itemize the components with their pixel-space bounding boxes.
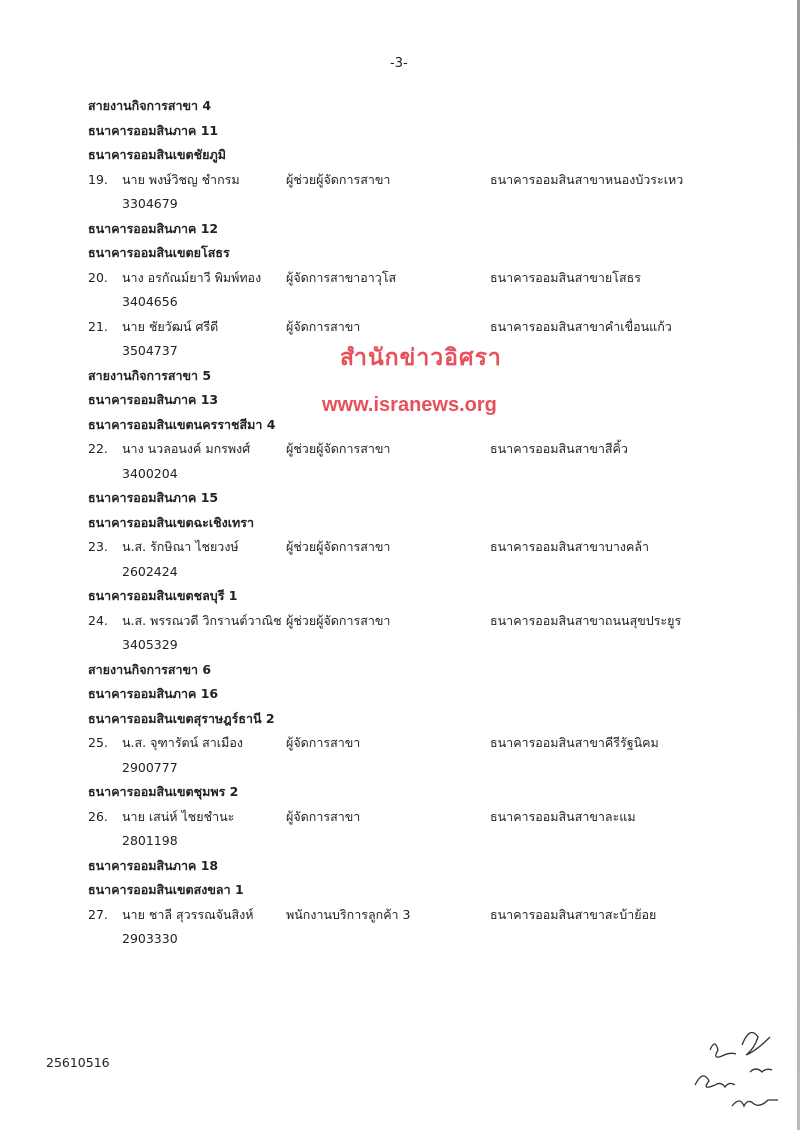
section-header — [0, 120, 800, 142]
person-name: น.ส. จุฑารัตน์ สาเมือง — [122, 735, 243, 750]
position-title: ผู้จัดการสาขา — [286, 318, 361, 334]
item-number: 22. — [88, 441, 108, 456]
section-header — [0, 855, 800, 877]
watermark-thai: สำนักข่าวอิศรา — [340, 345, 502, 371]
list-item — [0, 316, 800, 338]
branch-name: ธนาคารออมสินสาขาถนนสุขประยูร — [490, 612, 682, 628]
employee-id: 3400204 — [122, 465, 178, 481]
position-title: พนักงานบริการลูกค้า 3 — [286, 906, 411, 922]
watermark-url: www.isranews.org — [322, 394, 497, 416]
employee-id: 2602424 — [122, 563, 178, 579]
item-number: 27. — [88, 906, 108, 922]
section-header — [0, 659, 800, 681]
section-title: สายงานกิจการสาขา 4 — [88, 98, 212, 113]
employee-id-row — [0, 193, 800, 215]
item-number: 19. — [88, 171, 108, 187]
section-title: ธนาคารออมสินเขตชัยภูมิ — [88, 147, 226, 162]
branch-name: ธนาคารออมสินสาขาหนองบัวระเหว — [490, 171, 684, 187]
list-item — [0, 732, 800, 754]
section-header — [0, 879, 800, 901]
item-number: 26. — [88, 808, 108, 824]
branch-name: ธนาคารออมสินสาขาละแม — [490, 808, 636, 824]
section-title: ธนาคารออมสินภาค 13 — [88, 392, 219, 407]
section-header — [0, 218, 800, 240]
section-title: ธนาคารออมสินเขตสุราษฎร์ธานี 2 — [88, 710, 275, 726]
branch-name: ธนาคารออมสินสาขาสะบ้าย้อย — [490, 906, 657, 922]
employee-id: 2900777 — [122, 759, 178, 775]
employee-id-row — [0, 291, 800, 313]
section-title: ธนาคารออมสินภาค 16 — [88, 686, 219, 701]
section-header — [0, 781, 800, 803]
person-name: นาย ชัยวัฒน์ ศรีดี — [122, 318, 219, 334]
section-header — [0, 683, 800, 705]
employee-id: 3304679 — [122, 196, 178, 211]
item-number: 20. — [88, 269, 108, 285]
section-title: ธนาคารออมสินภาค 18 — [88, 857, 219, 873]
person-name: นาย เสน่ห์ ไชยชำนะ — [122, 808, 235, 824]
list-item — [0, 610, 800, 632]
person-name: นาง อรกัณม์ยาวี พิมพ์ทอง — [122, 269, 262, 285]
position-title: ผู้ช่วยผู้จัดการสาขา — [286, 539, 391, 554]
person-name: นาง นวลอนงค์ มกรพงศ์ — [122, 441, 251, 456]
item-number: 21. — [88, 318, 108, 334]
list-item — [0, 904, 800, 926]
section-title: ธนาคารออมสินภาค 11 — [88, 122, 219, 138]
item-number: 24. — [88, 612, 108, 628]
list-item — [0, 267, 800, 289]
person-name: น.ส. พรรณวดี วิกรานต์วาณิช — [122, 612, 282, 628]
employee-id: 2801198 — [122, 833, 178, 848]
section-title: สายงานกิจการสาขา 5 — [88, 367, 212, 383]
employee-id-row — [0, 463, 800, 485]
section-title: ธนาคารออมสินเขตชลบุรี 1 — [88, 588, 238, 603]
employee-id: 3504737 — [122, 343, 178, 358]
position-title: ผู้จัดการสาขา — [286, 808, 361, 824]
employee-id: 2903330 — [122, 931, 178, 946]
section-title: ธนาคารออมสินเขตยโสธร — [88, 245, 230, 260]
list-item — [0, 169, 800, 191]
employee-id: 3404656 — [122, 294, 178, 309]
employee-id: 3405329 — [122, 637, 178, 652]
section-header — [0, 144, 800, 166]
person-name: นาย พงษ์วิชญ ชำกรม — [122, 171, 240, 187]
list-item — [0, 536, 800, 558]
employee-id-row — [0, 634, 800, 656]
position-title: ผู้จัดการสาขา — [286, 735, 361, 750]
employee-id-row — [0, 561, 800, 583]
section-title: ธนาคารออมสินเขตนครราชสีมา 4 — [88, 416, 276, 432]
position-title: ผู้ช่วยผู้จัดการสาขา — [286, 441, 391, 456]
signature-initials — [680, 1010, 790, 1124]
position-title: ผู้ช่วยผู้จัดการสาขา — [286, 171, 391, 187]
section-header — [0, 512, 800, 534]
section-header — [0, 585, 800, 607]
branch-name: ธนาคารออมสินสาขาสีคิ้ว — [490, 441, 628, 456]
branch-name: ธนาคารออมสินสาขาบางคล้า — [490, 539, 650, 554]
list-item — [0, 438, 800, 460]
position-title: ผู้ช่วยผู้จัดการสาขา — [286, 612, 391, 628]
employee-id-row — [0, 830, 800, 852]
branch-name: ธนาคารออมสินสาขายโสธร — [490, 269, 641, 285]
section-title: ธนาคารออมสินภาค 12 — [88, 220, 219, 236]
section-header — [0, 708, 800, 730]
position-title: ผู้จัดการสาขาอาวุโส — [286, 269, 397, 285]
item-number: 23. — [88, 539, 108, 554]
branch-name: ธนาคารออมสินสาขาคีรีรัฐนิคม — [490, 735, 659, 750]
branch-name: ธนาคารออมสินสาขาคำเขื่อนแก้ว — [490, 318, 672, 334]
section-title: ธนาคารออมสินเขตสงขลา 1 — [88, 882, 244, 897]
page-number: -3- — [390, 56, 408, 71]
section-title: สายงานกิจการสาขา 6 — [88, 661, 212, 677]
item-number: 25. — [88, 735, 108, 750]
section-title: ธนาคารออมสินภาค 15 — [88, 490, 219, 505]
section-header — [0, 242, 800, 264]
section-header — [0, 487, 800, 509]
section-title: ธนาคารออมสินเขตชุมพร 2 — [88, 784, 239, 799]
list-item — [0, 806, 800, 828]
section-header — [0, 95, 800, 117]
footer-code: 25610516 — [46, 1055, 110, 1070]
person-name: น.ส. รักษิณา ไชยวงษ์ — [122, 539, 239, 554]
employee-id-row — [0, 928, 800, 950]
person-name: นาย ชาลี สุวรรณจันสิงห์ — [122, 906, 254, 922]
employee-id-row — [0, 757, 800, 779]
section-title: ธนาคารออมสินเขตฉะเชิงเทรา — [88, 514, 254, 530]
